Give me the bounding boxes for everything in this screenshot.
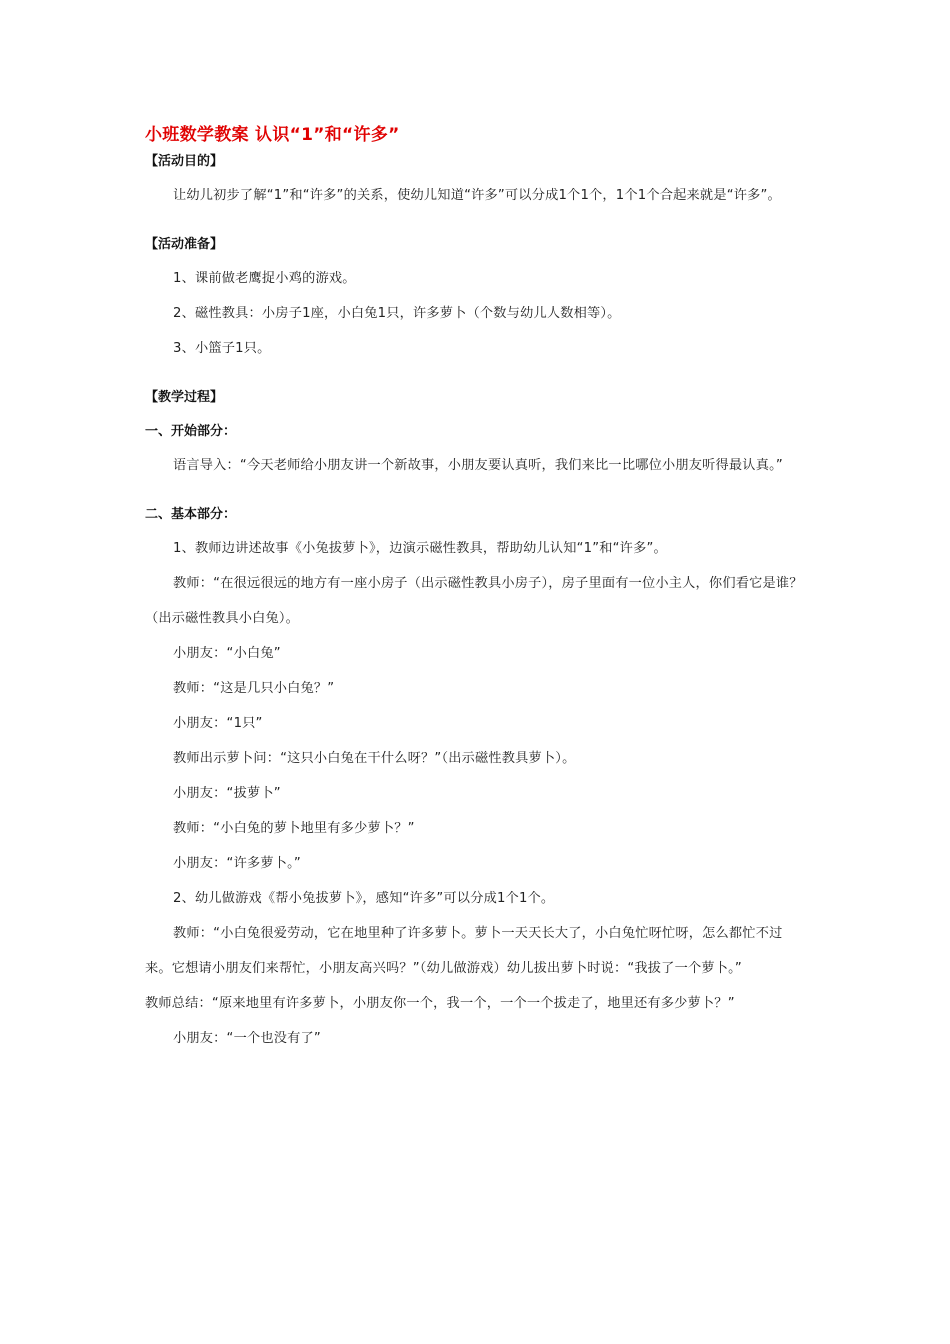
document-title: 小班数学教案 认识“1”和“许多” bbox=[145, 125, 400, 145]
dialogue-line: 小朋友：“一个也没有了” bbox=[173, 1031, 321, 1046]
basic-part-paragraph: 1、教师边讲述故事《小兔拔萝卜》，边演示磁性教具，帮助幼儿认知“1”和“许多”。 bbox=[173, 541, 667, 556]
prep-item: 3、小篮子1只。 bbox=[173, 341, 271, 356]
prep-item: 1、课前做老鹰捉小鸡的游戏。 bbox=[173, 271, 356, 286]
basic-part-paragraph: 2、幼儿做游戏《帮小兔拔萝卜》，感知“许多”可以分成1个1个。 bbox=[173, 891, 555, 906]
goal-paragraph: 让幼儿初步了解“1”和“许多”的关系，使幼儿知道“许多”可以分成1个1个，1个1个合起来就是“许多”。 bbox=[173, 188, 781, 203]
prep-item: 2、磁性教具：小房子1座，小白兔1只，许多萝卜（个数与幼儿人数相等）。 bbox=[173, 306, 621, 321]
dialogue-line: 教师：“这是几只小白兔？” bbox=[173, 681, 335, 696]
dialogue-line: 教师：“小白兔的萝卜地里有多少萝卜？” bbox=[173, 821, 415, 836]
basic-part-paragraph: 教师：“在很远很远的地方有一座小房子（出示磁性教具小房子），房子里面有一位小主人，你们看它是谁？（出示磁性教具小白兔）。 bbox=[145, 576, 803, 626]
subheading-start-part: 一、开始部分： bbox=[145, 424, 237, 439]
start-part-paragraph: 语言导入：“今天老师给小朋友讲一个新故事，小朋友要认真听，我们来比一比哪位小朋友听得最认真。” bbox=[173, 458, 783, 473]
dialogue-line: 小朋友：“拔萝卜” bbox=[173, 786, 281, 801]
document-body bbox=[145, 122, 807, 1056]
basic-part-paragraph: 教师：“小白兔很爱劳动，它在地里种了许多萝卜。萝卜一天天长大了，小白兔忙呀忙呀，怎么都忙不过来。它想请小朋友们来帮忙，小朋友高兴吗？”（幼儿做游戏）幼儿拔出萝卜时说：“我拔了一个萝卜。” bbox=[145, 926, 783, 976]
dialogue-line: 小朋友：“小白兔” bbox=[173, 646, 281, 661]
dialogue-line: 小朋友：“1只” bbox=[173, 716, 263, 731]
section-heading-process: 【教学过程】 bbox=[145, 390, 224, 405]
section-heading-goal: 【活动目的】 bbox=[145, 154, 224, 169]
dialogue-line: 小朋友：“许多萝卜。” bbox=[173, 856, 301, 871]
section-heading-prep: 【活动准备】 bbox=[145, 237, 224, 252]
subheading-basic-part: 二、基本部分： bbox=[145, 507, 237, 522]
dialogue-line: 教师出示萝卜问：“这只小白兔在干什么呀？”（出示磁性教具萝卜）。 bbox=[173, 751, 576, 766]
teacher-summary-line: 教师总结：“原来地里有许多萝卜，小朋友你一个，我一个，一个一个拔走了，地里还有多少萝卜？” bbox=[145, 996, 735, 1011]
